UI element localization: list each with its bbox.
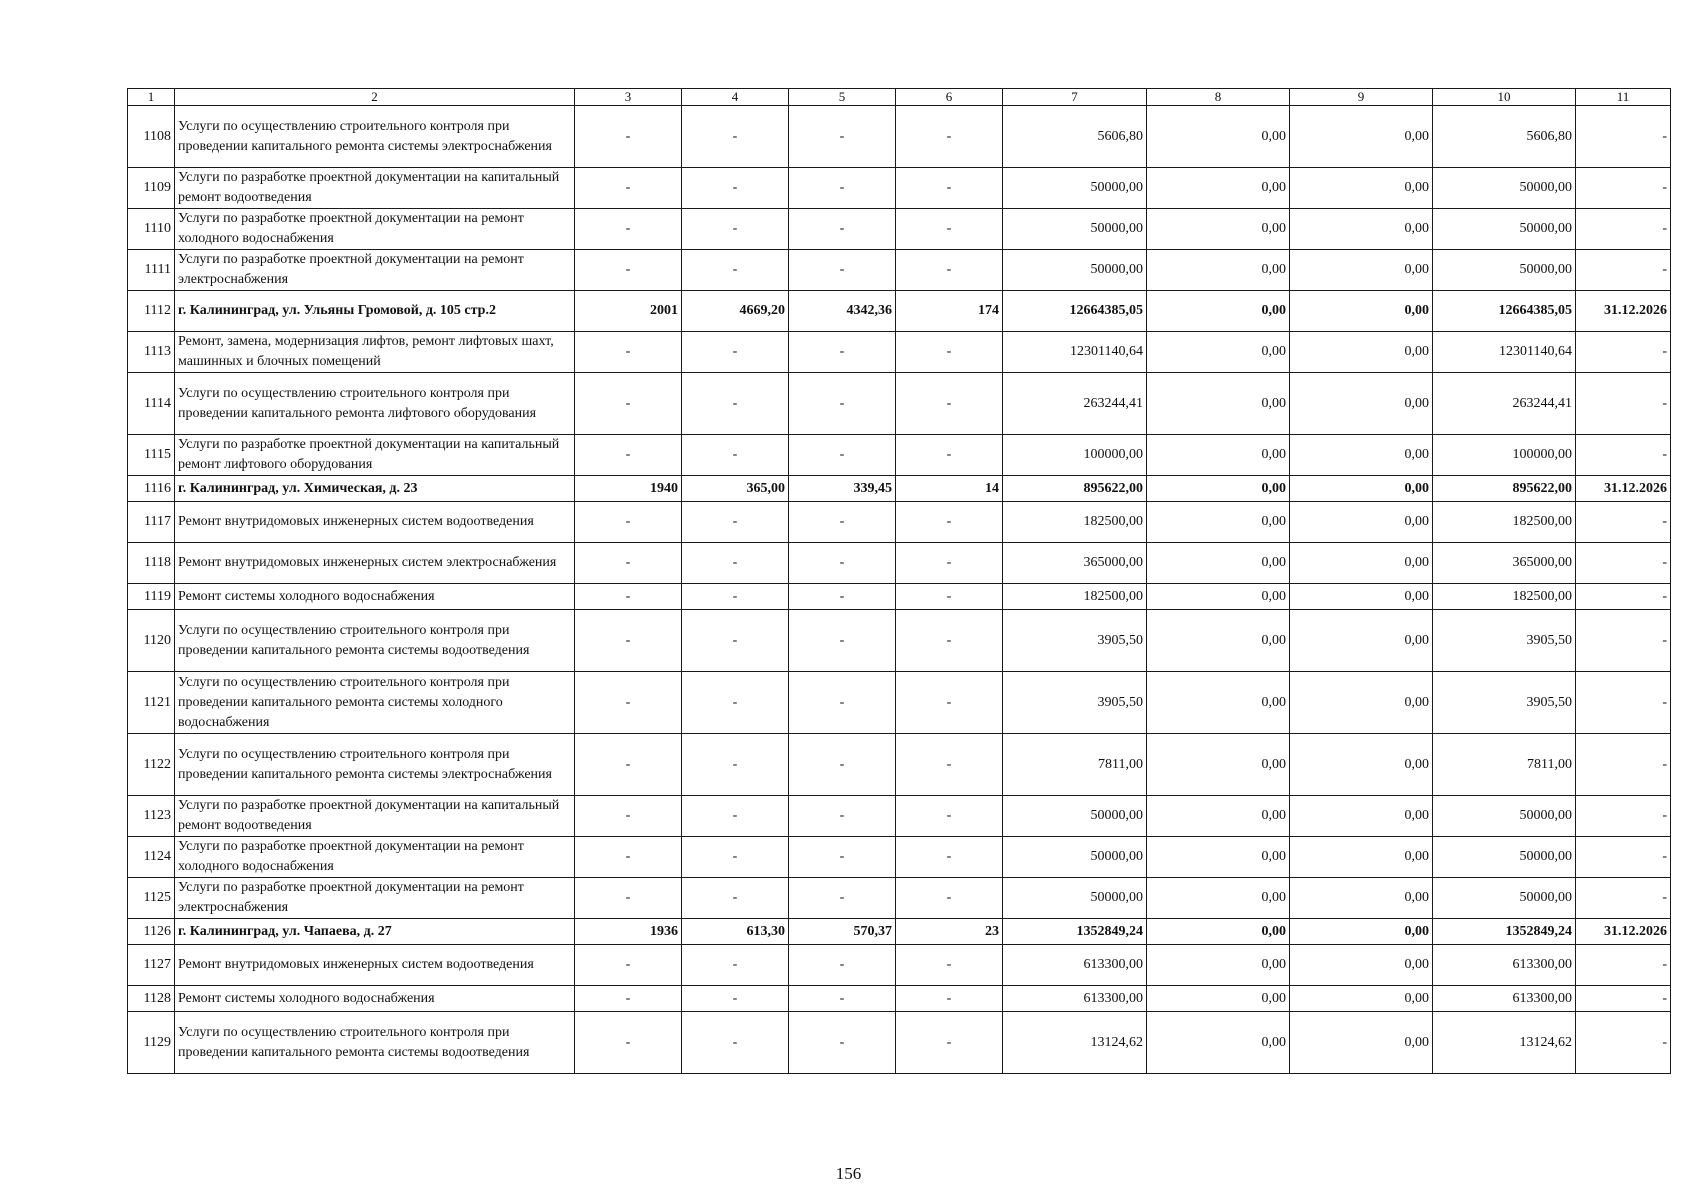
item-name: Услуги по разработке проектной документации на ремонт электроснабжения (175, 250, 575, 291)
year-cell: 1936 (575, 919, 682, 945)
area-living-cell: - (789, 584, 896, 610)
fund-cell: 0,00 (1147, 543, 1290, 584)
residents-cell: - (896, 250, 1003, 291)
area-total-cell: - (682, 502, 789, 543)
address-row (128, 919, 1671, 945)
owners-cell: 365000,00 (1433, 543, 1576, 584)
fund-cell: 0,00 (1147, 476, 1290, 502)
row-number: 1108 (128, 106, 175, 168)
cost-total-cell: 182500,00 (1003, 502, 1147, 543)
residents-cell: - (896, 672, 1003, 734)
area-total-cell: - (682, 672, 789, 734)
area-total-cell: - (682, 584, 789, 610)
year-cell: - (575, 945, 682, 986)
deadline-cell: - (1576, 106, 1671, 168)
budget-cell: 0,00 (1290, 332, 1433, 373)
residents-cell: - (896, 796, 1003, 837)
area-total-cell: - (682, 610, 789, 672)
fund-cell: 0,00 (1147, 502, 1290, 543)
year-cell: - (575, 986, 682, 1012)
fund-cell: 0,00 (1147, 837, 1290, 878)
owners-cell: 1352849,24 (1433, 919, 1576, 945)
table-row (128, 734, 1671, 796)
table-row (128, 986, 1671, 1012)
item-name: Услуги по разработке проектной документации на ремонт холодного водоснабжения (175, 837, 575, 878)
year-cell: - (575, 584, 682, 610)
header-cell: 8 (1147, 89, 1290, 106)
budget-cell: 0,00 (1290, 209, 1433, 250)
area-total-cell: 4669,20 (682, 291, 789, 332)
item-name: Ремонт, замена, модернизация лифтов, ремонт лифтовых шахт, машинных и блочных помещений (175, 332, 575, 373)
area-living-cell: - (789, 106, 896, 168)
table-row (128, 373, 1671, 435)
owners-cell: 3905,50 (1433, 610, 1576, 672)
budget-cell: 0,00 (1290, 1012, 1433, 1074)
deadline-cell: - (1576, 672, 1671, 734)
residents-cell: - (896, 986, 1003, 1012)
fund-cell: 0,00 (1147, 168, 1290, 209)
area-living-cell: - (789, 672, 896, 734)
area-living-cell: - (789, 878, 896, 919)
year-cell: - (575, 672, 682, 734)
item-name: Ремонт внутридомовых инженерных систем водоотведения (175, 945, 575, 986)
budget-cell: 0,00 (1290, 476, 1433, 502)
table-row (128, 168, 1671, 209)
budget-cell: 0,00 (1290, 945, 1433, 986)
item-name: Услуги по осуществлению строительного контроля при проведении капитального ремонта лифтового оборудования (175, 373, 575, 435)
row-number: 1115 (128, 435, 175, 476)
residents-cell: - (896, 837, 1003, 878)
item-name: Услуги по осуществлению строительного контроля при проведении капитального ремонта системы электроснабжения (175, 734, 575, 796)
residents-cell: - (896, 373, 1003, 435)
residents-cell: - (896, 502, 1003, 543)
year-cell: - (575, 837, 682, 878)
owners-cell: 100000,00 (1433, 435, 1576, 476)
area-living-cell: 570,37 (789, 919, 896, 945)
owners-cell: 12301140,64 (1433, 332, 1576, 373)
table-row (128, 837, 1671, 878)
area-living-cell: - (789, 837, 896, 878)
year-cell: - (575, 796, 682, 837)
row-number: 1121 (128, 672, 175, 734)
owners-cell: 50000,00 (1433, 168, 1576, 209)
table-row (128, 610, 1671, 672)
owners-cell: 182500,00 (1433, 584, 1576, 610)
area-living-cell: - (789, 986, 896, 1012)
area-living-cell: 339,45 (789, 476, 896, 502)
area-total-cell: 365,00 (682, 476, 789, 502)
column-number-header (128, 89, 1671, 106)
cost-total-cell: 1352849,24 (1003, 919, 1147, 945)
deadline-cell: - (1576, 734, 1671, 796)
year-cell: - (575, 332, 682, 373)
residents-cell: - (896, 610, 1003, 672)
header-cell: 2 (175, 89, 575, 106)
area-living-cell: - (789, 1012, 896, 1074)
deadline-cell: - (1576, 945, 1671, 986)
row-number: 1114 (128, 373, 175, 435)
address-row (128, 476, 1671, 502)
deadline-cell: 31.12.2026 (1576, 476, 1671, 502)
item-name: г. Калининград, ул. Чапаева, д. 27 (175, 919, 575, 945)
fund-cell: 0,00 (1147, 373, 1290, 435)
cost-total-cell: 50000,00 (1003, 250, 1147, 291)
row-number: 1117 (128, 502, 175, 543)
item-name: г. Калининград, ул. Ульяны Громовой, д. 105 стр.2 (175, 291, 575, 332)
row-number: 1109 (128, 168, 175, 209)
row-number: 1111 (128, 250, 175, 291)
budget-cell: 0,00 (1290, 584, 1433, 610)
item-name: Услуги по осуществлению строительного контроля при проведении капитального ремонта системы водоотведения (175, 1012, 575, 1074)
fund-cell: 0,00 (1147, 332, 1290, 373)
table-row (128, 672, 1671, 734)
year-cell: - (575, 543, 682, 584)
residents-cell: - (896, 209, 1003, 250)
budget-cell: 0,00 (1290, 734, 1433, 796)
item-name: Услуги по осуществлению строительного контроля при проведении капитального ремонта системы водоотведения (175, 610, 575, 672)
budget-cell: 0,00 (1290, 168, 1433, 209)
table-row (128, 543, 1671, 584)
area-total-cell: - (682, 945, 789, 986)
cost-total-cell: 50000,00 (1003, 837, 1147, 878)
fund-cell: 0,00 (1147, 435, 1290, 476)
owners-cell: 3905,50 (1433, 672, 1576, 734)
item-name: г. Калининград, ул. Химическая, д. 23 (175, 476, 575, 502)
area-living-cell: 4342,36 (789, 291, 896, 332)
header-cell: 10 (1433, 89, 1576, 106)
budget-cell: 0,00 (1290, 502, 1433, 543)
year-cell: - (575, 502, 682, 543)
deadline-cell: 31.12.2026 (1576, 919, 1671, 945)
deadline-cell: - (1576, 837, 1671, 878)
fund-cell: 0,00 (1147, 106, 1290, 168)
area-total-cell: - (682, 796, 789, 837)
deadline-cell: - (1576, 168, 1671, 209)
item-name: Услуги по разработке проектной документации на ремонт электроснабжения (175, 878, 575, 919)
area-total-cell: - (682, 435, 789, 476)
residents-cell: - (896, 168, 1003, 209)
area-total-cell: - (682, 168, 789, 209)
area-total-cell: - (682, 837, 789, 878)
year-cell: - (575, 878, 682, 919)
fund-cell: 0,00 (1147, 209, 1290, 250)
fund-cell: 0,00 (1147, 291, 1290, 332)
deadline-cell: - (1576, 584, 1671, 610)
header-cell: 3 (575, 89, 682, 106)
area-living-cell: - (789, 610, 896, 672)
owners-cell: 50000,00 (1433, 250, 1576, 291)
residents-cell: - (896, 734, 1003, 796)
row-number: 1120 (128, 610, 175, 672)
item-name: Услуги по разработке проектной документации на капитальный ремонт водоотведения (175, 168, 575, 209)
cost-total-cell: 13124,62 (1003, 1012, 1147, 1074)
fund-cell: 0,00 (1147, 796, 1290, 837)
area-total-cell: - (682, 106, 789, 168)
fund-cell: 0,00 (1147, 919, 1290, 945)
area-living-cell: - (789, 435, 896, 476)
budget-cell: 0,00 (1290, 435, 1433, 476)
cost-total-cell: 3905,50 (1003, 610, 1147, 672)
header-cell: 5 (789, 89, 896, 106)
owners-cell: 12664385,05 (1433, 291, 1576, 332)
area-living-cell: - (789, 734, 896, 796)
year-cell: - (575, 209, 682, 250)
row-number: 1122 (128, 734, 175, 796)
table-row (128, 332, 1671, 373)
owners-cell: 13124,62 (1433, 1012, 1576, 1074)
budget-cell: 0,00 (1290, 986, 1433, 1012)
item-name: Ремонт внутридомовых инженерных систем электроснабжения (175, 543, 575, 584)
area-living-cell: - (789, 168, 896, 209)
deadline-cell: - (1576, 435, 1671, 476)
area-living-cell: - (789, 250, 896, 291)
row-number: 1129 (128, 1012, 175, 1074)
header-cell: 9 (1290, 89, 1433, 106)
row-number: 1112 (128, 291, 175, 332)
table-row (128, 796, 1671, 837)
year-cell: - (575, 435, 682, 476)
fund-cell: 0,00 (1147, 1012, 1290, 1074)
budget-cell: 0,00 (1290, 878, 1433, 919)
budget-cell: 0,00 (1290, 373, 1433, 435)
residents-cell: - (896, 945, 1003, 986)
table-row (128, 250, 1671, 291)
table-row (128, 209, 1671, 250)
deadline-cell: - (1576, 1012, 1671, 1074)
cost-total-cell: 613300,00 (1003, 986, 1147, 1012)
deadline-cell: 31.12.2026 (1576, 291, 1671, 332)
budget-cell: 0,00 (1290, 796, 1433, 837)
area-total-cell: 613,30 (682, 919, 789, 945)
cost-total-cell: 7811,00 (1003, 734, 1147, 796)
table-row (128, 435, 1671, 476)
table-row (128, 106, 1671, 168)
fund-cell: 0,00 (1147, 610, 1290, 672)
area-living-cell: - (789, 209, 896, 250)
fund-cell: 0,00 (1147, 250, 1290, 291)
area-total-cell: - (682, 1012, 789, 1074)
row-number: 1126 (128, 919, 175, 945)
row-number: 1118 (128, 543, 175, 584)
deadline-cell: - (1576, 209, 1671, 250)
row-number: 1110 (128, 209, 175, 250)
owners-cell: 895622,00 (1433, 476, 1576, 502)
fund-cell: 0,00 (1147, 986, 1290, 1012)
item-name: Услуги по осуществлению строительного контроля при проведении капитального ремонта системы холодного водоснабжения (175, 672, 575, 734)
area-total-cell: - (682, 373, 789, 435)
table-row (128, 1012, 1671, 1074)
area-total-cell: - (682, 878, 789, 919)
table-row (128, 945, 1671, 986)
area-total-cell: - (682, 250, 789, 291)
header-cell: 6 (896, 89, 1003, 106)
address-row (128, 291, 1671, 332)
year-cell: - (575, 610, 682, 672)
owners-cell: 5606,80 (1433, 106, 1576, 168)
fund-cell: 0,00 (1147, 878, 1290, 919)
fund-cell: 0,00 (1147, 672, 1290, 734)
residents-cell: - (896, 332, 1003, 373)
budget-cell: 0,00 (1290, 291, 1433, 332)
year-cell: 1940 (575, 476, 682, 502)
item-name: Услуги по разработке проектной документации на ремонт холодного водоснабжения (175, 209, 575, 250)
cost-total-cell: 5606,80 (1003, 106, 1147, 168)
cost-total-cell: 365000,00 (1003, 543, 1147, 584)
budget-cell: 0,00 (1290, 672, 1433, 734)
residents-cell: - (896, 435, 1003, 476)
item-name: Ремонт внутридомовых инженерных систем водоотведения (175, 502, 575, 543)
residents-cell: - (896, 878, 1003, 919)
cost-total-cell: 895622,00 (1003, 476, 1147, 502)
owners-cell: 613300,00 (1433, 945, 1576, 986)
owners-cell: 613300,00 (1433, 986, 1576, 1012)
area-living-cell: - (789, 373, 896, 435)
cost-total-cell: 3905,50 (1003, 672, 1147, 734)
area-living-cell: - (789, 543, 896, 584)
deadline-cell: - (1576, 796, 1671, 837)
residents-cell: 23 (896, 919, 1003, 945)
deadline-cell: - (1576, 250, 1671, 291)
cost-total-cell: 50000,00 (1003, 209, 1147, 250)
row-number: 1127 (128, 945, 175, 986)
cost-total-cell: 50000,00 (1003, 796, 1147, 837)
cost-total-cell: 100000,00 (1003, 435, 1147, 476)
budget-cell: 0,00 (1290, 837, 1433, 878)
item-name: Услуги по разработке проектной документации на капитальный ремонт лифтового оборудования (175, 435, 575, 476)
deadline-cell: - (1576, 543, 1671, 584)
residents-cell: - (896, 584, 1003, 610)
row-number: 1113 (128, 332, 175, 373)
table-row (128, 502, 1671, 543)
budget-cell: 0,00 (1290, 610, 1433, 672)
cost-total-cell: 50000,00 (1003, 878, 1147, 919)
area-total-cell: - (682, 209, 789, 250)
budget-cell: 0,00 (1290, 250, 1433, 291)
header-cell: 1 (128, 89, 175, 106)
budget-cell: 0,00 (1290, 106, 1433, 168)
owners-cell: 263244,41 (1433, 373, 1576, 435)
cost-total-cell: 12301140,64 (1003, 332, 1147, 373)
item-name: Ремонт системы холодного водоснабжения (175, 584, 575, 610)
owners-cell: 182500,00 (1433, 502, 1576, 543)
deadline-cell: - (1576, 332, 1671, 373)
residents-cell: - (896, 543, 1003, 584)
row-number: 1125 (128, 878, 175, 919)
year-cell: - (575, 168, 682, 209)
residents-cell: 174 (896, 291, 1003, 332)
row-number: 1116 (128, 476, 175, 502)
cost-total-cell: 12664385,05 (1003, 291, 1147, 332)
area-living-cell: - (789, 945, 896, 986)
row-number: 1119 (128, 584, 175, 610)
row-number: 1124 (128, 837, 175, 878)
owners-cell: 50000,00 (1433, 796, 1576, 837)
fund-cell: 0,00 (1147, 734, 1290, 796)
owners-cell: 7811,00 (1433, 734, 1576, 796)
item-name: Услуги по разработке проектной документации на капитальный ремонт водоотведения (175, 796, 575, 837)
year-cell: - (575, 1012, 682, 1074)
deadline-cell: - (1576, 878, 1671, 919)
residents-cell: - (896, 1012, 1003, 1074)
item-name: Услуги по осуществлению строительного контроля при проведении капитального ремонта системы электроснабжения (175, 106, 575, 168)
budget-cell: 0,00 (1290, 543, 1433, 584)
cost-total-cell: 263244,41 (1003, 373, 1147, 435)
owners-cell: 50000,00 (1433, 209, 1576, 250)
cost-total-cell: 50000,00 (1003, 168, 1147, 209)
budget-cell: 0,00 (1290, 919, 1433, 945)
area-total-cell: - (682, 734, 789, 796)
area-total-cell: - (682, 986, 789, 1012)
year-cell: - (575, 734, 682, 796)
year-cell: - (575, 250, 682, 291)
year-cell: - (575, 106, 682, 168)
area-living-cell: - (789, 332, 896, 373)
item-name: Ремонт системы холодного водоснабжения (175, 986, 575, 1012)
table-row (128, 584, 1671, 610)
page-number: 156 (835, 1164, 862, 1183)
cost-total-cell: 182500,00 (1003, 584, 1147, 610)
deadline-cell: - (1576, 610, 1671, 672)
fund-cell: 0,00 (1147, 584, 1290, 610)
deadline-cell: - (1576, 502, 1671, 543)
residents-cell: 14 (896, 476, 1003, 502)
header-cell: 11 (1576, 89, 1671, 106)
works-table (127, 88, 1671, 1074)
area-total-cell: - (682, 543, 789, 584)
deadline-cell: - (1576, 986, 1671, 1012)
owners-cell: 50000,00 (1433, 878, 1576, 919)
area-total-cell: - (682, 332, 789, 373)
area-living-cell: - (789, 502, 896, 543)
row-number: 1123 (128, 796, 175, 837)
header-cell: 7 (1003, 89, 1147, 106)
year-cell: - (575, 373, 682, 435)
deadline-cell: - (1576, 373, 1671, 435)
table-row (128, 878, 1671, 919)
row-number: 1128 (128, 986, 175, 1012)
cost-total-cell: 613300,00 (1003, 945, 1147, 986)
residents-cell: - (896, 106, 1003, 168)
header-cell: 4 (682, 89, 789, 106)
area-living-cell: - (789, 796, 896, 837)
year-cell: 2001 (575, 291, 682, 332)
fund-cell: 0,00 (1147, 945, 1290, 986)
owners-cell: 50000,00 (1433, 837, 1576, 878)
